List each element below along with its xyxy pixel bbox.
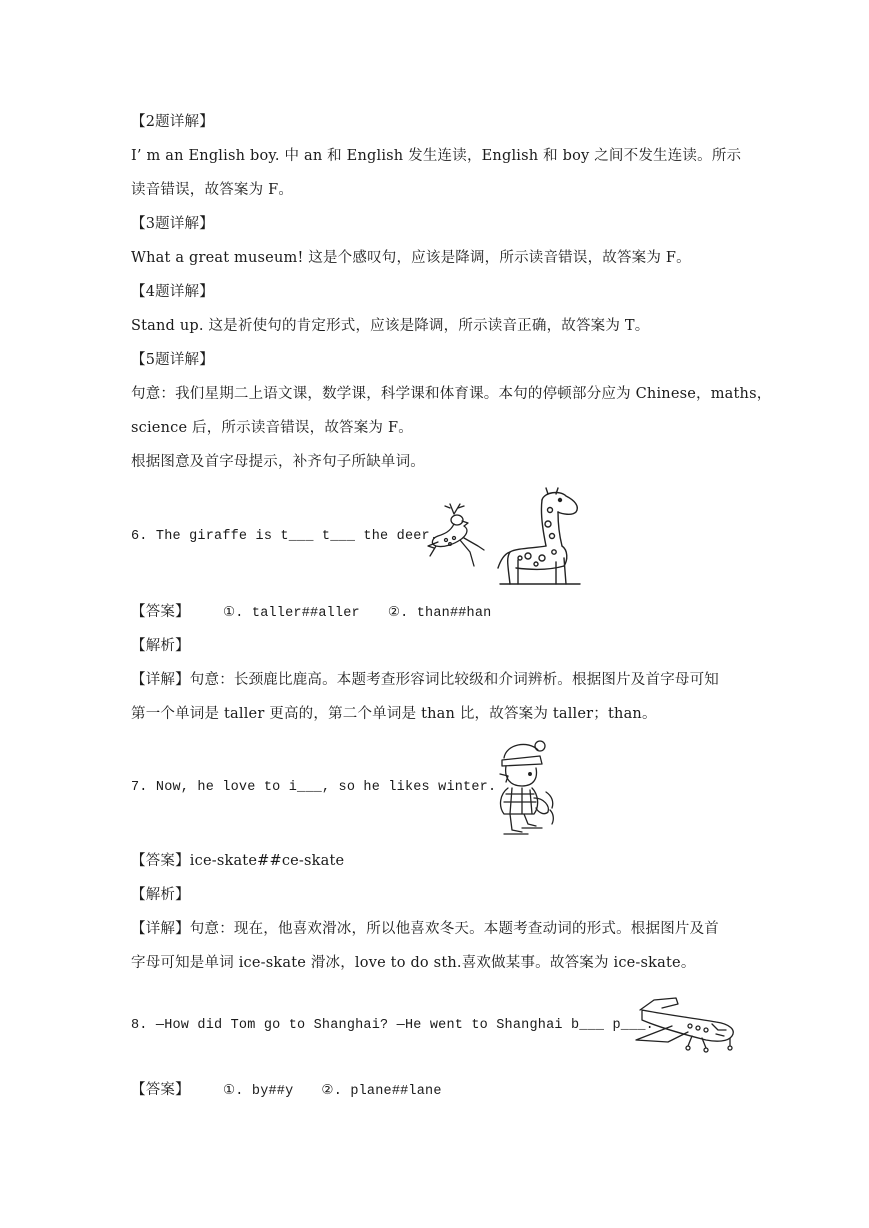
section-instruction: 根据图意及首字母提示，补齐句子所缺单词。 xyxy=(131,454,425,470)
q7-question: 7. Now, he love to i___, so he likes winter. xyxy=(131,780,497,795)
q6-detail-line1: 【详解】句意：长颈鹿比鹿高。本题考查形容词比较级和介词辨析。根据图片及首字母可知 xyxy=(131,672,719,688)
q6-answer-2: ②. than##han xyxy=(387,606,492,621)
q2-text-line1: I’ m an English boy. 中 an 和 English 发生连读，English 和 boy 之间不发生连读。所示 xyxy=(131,148,742,164)
q3-heading: 【3题详解】 xyxy=(131,216,214,232)
q6-question: 6. The giraffe is t___ t___ the deer. xyxy=(131,529,439,544)
q4-text-line1: Stand up. 这是祈使句的肯定形式，应该是降调，所示读音正确，故答案为 T。 xyxy=(131,318,650,334)
giraffe-icon xyxy=(496,486,584,588)
q8-answer-2: ②. plane##lane xyxy=(321,1084,442,1099)
q5-heading: 【5题详解】 xyxy=(131,352,214,368)
q8-answer-1: ①. by##y xyxy=(223,1084,294,1099)
q6-answer-1: ①. taller##aller xyxy=(223,606,360,621)
q7-detail-line1: 【详解】句意：现在，他喜欢滑冰，所以他喜欢冬天。本题考查动词的形式。根据图片及首 xyxy=(131,921,719,937)
q6-analysis-label: 【解析】 xyxy=(131,638,190,654)
q6-answer xyxy=(131,602,491,624)
q7-analysis-label: 【解析】 xyxy=(131,887,190,903)
q2-heading: 【2题详解】 xyxy=(131,114,214,130)
airplane-icon xyxy=(632,990,740,1060)
q3-text-line1: What a great museum! 这是个感叹句，应该是降调，所示读音错误，故答案为 F。 xyxy=(131,250,691,266)
q7-detail-line2: 字母可知是单词 ice-skate 滑冰，love to do sth.喜欢做某事。故答案为 ice-skate。 xyxy=(131,955,696,971)
q7-answer: 【答案】ice-skate##ce-skate xyxy=(131,853,345,869)
q6-detail-line2: 第一个单词是 taller 更高的，第二个单词是 than 比，故答案为 taller；than。 xyxy=(131,706,657,722)
q5-text-line1: 句意：我们星期二上语文课，数学课，科学课和体育课。本句的停顿部分应为 Chinese，maths， xyxy=(131,386,772,402)
q8-question: 8. —How did Tom go to Shanghai? —He went to Shanghai b___ p___. xyxy=(131,1018,654,1033)
q6-answer-label: 【答案】 xyxy=(131,604,190,620)
q8-answer-label: 【答案】 xyxy=(131,1082,190,1098)
ice-skater-icon xyxy=(488,734,560,842)
q2-text-line2: 读音错误，故答案为 F。 xyxy=(131,182,294,198)
q4-heading: 【4题详解】 xyxy=(131,284,214,300)
deer-icon xyxy=(424,500,494,575)
q8-answer xyxy=(131,1080,442,1102)
q5-text-line2: science 后，所示读音错误，故答案为 F。 xyxy=(131,420,413,436)
